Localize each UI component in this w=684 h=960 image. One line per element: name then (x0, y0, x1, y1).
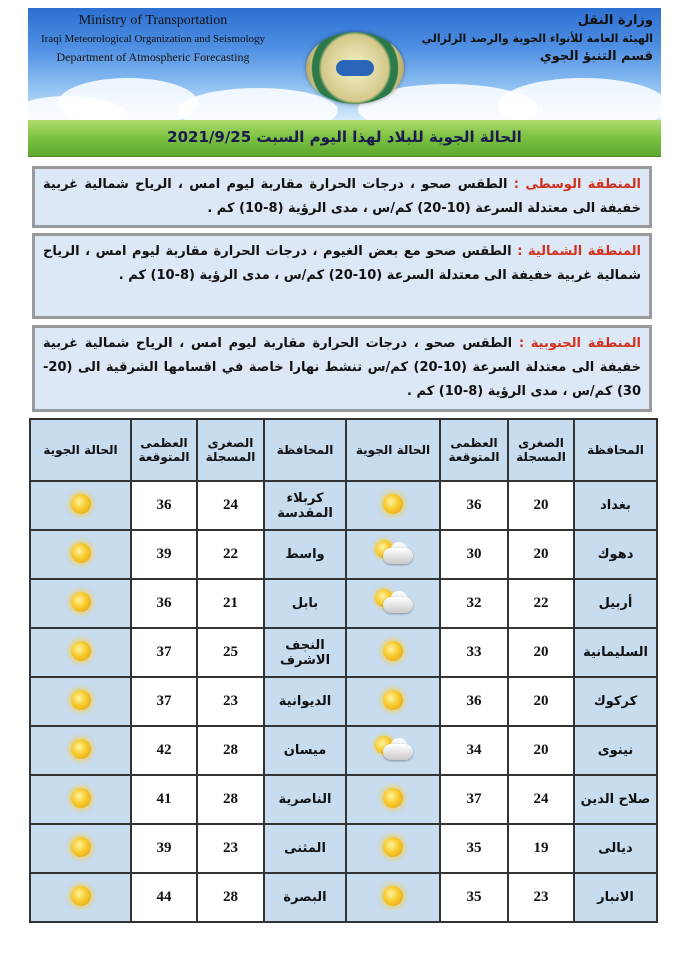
condition-cell (346, 481, 440, 530)
governorate-cell: صلاح الدين (574, 775, 657, 824)
governorate-cell: بابل (264, 579, 346, 628)
sun-icon (71, 690, 91, 710)
table-row (30, 530, 657, 579)
sun-icon (383, 690, 403, 710)
region-name: المنطقة الجنوبية : (518, 336, 641, 351)
min-temp-cell: 23 (197, 824, 264, 873)
sun-icon (71, 739, 91, 759)
min-temp-cell: 24 (508, 775, 574, 824)
min-temp-cell: 22 (508, 579, 574, 628)
min-temp-cell: 20 (508, 628, 574, 677)
sun-icon (71, 788, 91, 808)
min-temp-cell: 21 (197, 579, 264, 628)
header-governorate: المحافظة (264, 419, 346, 481)
governorate-cell: كركوك (574, 677, 657, 726)
region-name: المنطقة الشمالية : (517, 244, 641, 259)
condition-cell (30, 873, 131, 922)
ministry-name-ar: وزارة النقل (577, 13, 653, 28)
condition-cell (346, 628, 440, 677)
min-temp-cell: 20 (508, 677, 574, 726)
condition-cell (30, 824, 131, 873)
header-condition: الحالة الجوية (30, 419, 131, 481)
governorate-cell: كربلاء المقدسة (264, 481, 346, 530)
condition-cell (346, 579, 440, 628)
sun-icon (383, 788, 403, 808)
min-temp-cell: 23 (508, 873, 574, 922)
max-temp-cell: 36 (131, 579, 197, 628)
min-temp-cell: 23 (197, 677, 264, 726)
ministry-name-en: Ministry of Transportation (78, 13, 228, 28)
organization-name-ar: الهيئة العامة للأنواء الجوية والرصد الزلزالي (421, 32, 653, 45)
header-condition: الحالة الجوية (346, 419, 440, 481)
min-temp-cell: 28 (197, 775, 264, 824)
governorate-cell: واسط (264, 530, 346, 579)
min-temp-cell: 28 (197, 726, 264, 775)
max-temp-cell: 36 (440, 481, 508, 530)
header-banner (28, 8, 661, 120)
condition-cell (30, 677, 131, 726)
max-temp-cell: 35 (440, 824, 508, 873)
governorate-cell: الانبار (574, 873, 657, 922)
table-row (30, 824, 657, 873)
governorate-cell: البصرة (264, 873, 346, 922)
region-central-box (32, 166, 652, 228)
table-row (30, 873, 657, 922)
partly-cloudy-icon (371, 538, 415, 568)
condition-cell (346, 726, 440, 775)
sun-icon (71, 543, 91, 563)
governorate-cell: نينوى (574, 726, 657, 775)
forecast-table (29, 418, 658, 923)
governorate-cell: أربيل (574, 579, 657, 628)
condition-cell (346, 677, 440, 726)
max-temp-cell: 32 (440, 579, 508, 628)
table-row (30, 481, 657, 530)
sun-icon (383, 641, 403, 661)
condition-cell (30, 481, 131, 530)
header-min-temp: الصغرى المسجلة (197, 419, 264, 481)
header-max-temp: العظمى المتوقعة (131, 419, 197, 481)
region-forecast: الطقس صحو ، درجات الحرارة مقاربة ليوم امس ، الرياح شمالية غربية خفيفة الى معتدلة السرعة (10-20) كم/س تنشط نهارا خاصة في اقسامها الشرقية الى (20-30) كم/س ، مدى الرؤية (8-10) كم . (43, 336, 641, 399)
min-temp-cell: 25 (197, 628, 264, 677)
condition-cell (30, 579, 131, 628)
max-temp-cell: 35 (440, 873, 508, 922)
region-forecast: الطقس صحو ، درجات الحرارة مقاربة ليوم امس ، الرياح شمالية غربية خفيفة الى معتدلة السرعة (10-20) كم/س ، مدى الرؤية (8-10) كم . (43, 177, 641, 216)
max-temp-cell: 36 (131, 481, 197, 530)
table-row (30, 628, 657, 677)
max-temp-cell: 37 (131, 628, 197, 677)
governorate-cell: النجف الاشرف (264, 628, 346, 677)
max-temp-cell: 33 (440, 628, 508, 677)
table-row (30, 579, 657, 628)
min-temp-cell: 24 (197, 481, 264, 530)
min-temp-cell: 28 (197, 873, 264, 922)
header-english (28, 12, 278, 66)
governorate-cell: دهوك (574, 530, 657, 579)
condition-cell (30, 628, 131, 677)
table-header-row (30, 419, 657, 481)
condition-cell (346, 873, 440, 922)
governorate-cell: بغداد (574, 481, 657, 530)
max-temp-cell: 37 (131, 677, 197, 726)
max-temp-cell: 34 (440, 726, 508, 775)
condition-cell (346, 775, 440, 824)
governorate-cell: الديوانية (264, 677, 346, 726)
max-temp-cell: 39 (131, 824, 197, 873)
sun-icon (71, 641, 91, 661)
header-max-temp: العظمى المتوقعة (440, 419, 508, 481)
header-min-temp: الصغرى المسجلة (508, 419, 574, 481)
max-temp-cell: 30 (440, 530, 508, 579)
header-governorate: المحافظة (574, 419, 657, 481)
organization-name-en: Iraqi Meteorological Organization and Seismology (40, 33, 266, 45)
min-temp-cell: 20 (508, 530, 574, 579)
region-north-box (32, 233, 652, 319)
min-temp-cell: 20 (508, 481, 574, 530)
sun-icon (71, 494, 91, 514)
max-temp-cell: 44 (131, 873, 197, 922)
max-temp-cell: 41 (131, 775, 197, 824)
condition-cell (346, 530, 440, 579)
sun-icon (383, 886, 403, 906)
partly-cloudy-icon (371, 587, 415, 617)
sun-icon (71, 592, 91, 612)
governorate-cell: ديالى (574, 824, 657, 873)
governorate-cell: السليمانية (574, 628, 657, 677)
partly-cloudy-icon (371, 734, 415, 764)
condition-cell (346, 824, 440, 873)
organization-logo (306, 32, 404, 104)
department-name-en: Department of Atmospheric Forecasting (56, 50, 250, 64)
governorate-cell: الناصرية (264, 775, 346, 824)
region-forecast: الطقس صحو مع بعض الغيوم ، درجات الحرارة مقاربة ليوم امس ، الرياح شمالية غربية خفيفة الى معتدلة السرعة (10-20) كم/س ، مدى الرؤية (8-10) كم . (43, 244, 641, 283)
governorate-cell: ميسان (264, 726, 346, 775)
max-temp-cell: 42 (131, 726, 197, 775)
sun-icon (383, 494, 403, 514)
max-temp-cell: 36 (440, 677, 508, 726)
sun-icon (71, 837, 91, 857)
department-name-ar: قسم التنبؤ الجوي (539, 49, 653, 64)
table-row (30, 775, 657, 824)
min-temp-cell: 22 (197, 530, 264, 579)
condition-cell (30, 775, 131, 824)
condition-cell (30, 530, 131, 579)
sun-icon (71, 886, 91, 906)
region-name: المنطقة الوسطى : (513, 177, 641, 192)
sun-icon (383, 837, 403, 857)
condition-cell (30, 726, 131, 775)
region-south-box (32, 325, 652, 412)
max-temp-cell: 39 (131, 530, 197, 579)
governorate-cell: المثنى (264, 824, 346, 873)
max-temp-cell: 37 (440, 775, 508, 824)
min-temp-cell: 20 (508, 726, 574, 775)
header-arabic (413, 12, 653, 66)
table-row (30, 677, 657, 726)
title-bar (28, 120, 661, 157)
min-temp-cell: 19 (508, 824, 574, 873)
page-title: الحالة الجوية للبلاد لهذا اليوم السبت 2021/9/25 (167, 128, 522, 146)
table-row (30, 726, 657, 775)
